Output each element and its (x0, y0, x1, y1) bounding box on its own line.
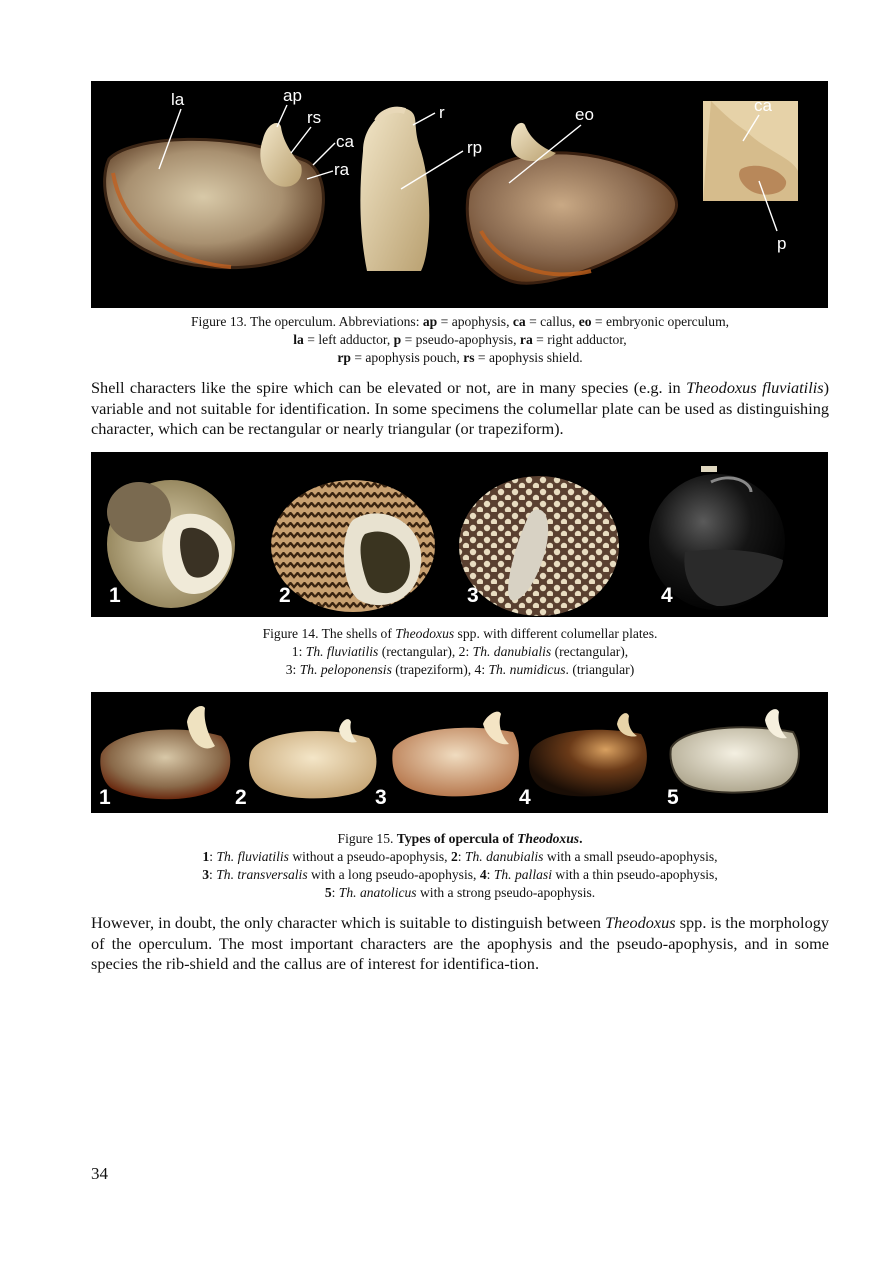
abbr-ra: ra (519, 332, 533, 347)
caption-text: = apophysis, (437, 314, 513, 329)
figure-13-caption (92, 313, 828, 367)
figure-15-image (91, 692, 828, 813)
operculum-type-5 (671, 709, 799, 792)
paragraph-text: ) variable and not suitable for identification. In some specimens the columellar plate can be used as distinguishing character, which can be rectangular or nearly triangular (or trapeziform). (91, 378, 829, 438)
species-name: Th. fluviatilis (216, 849, 289, 864)
caption-text: = apophysis shield. (474, 350, 583, 365)
item-number: 1 (202, 849, 210, 864)
operculum-number-1: 1 (99, 786, 111, 809)
caption-text: without a pseudo-apophysis, (288, 849, 451, 864)
figure-15-caption: Figure 15. Types of opercula of Theodoxus. 1: Th. fluviatilis without a pseudo-apophysis, 2: Th. danubialis with a small pseudo-apophysis, 3: Th. transversalis with a long pseudo-apophysis, 4: Th. pallasi with a thin pseudo-apophysis, 5: Th. anatolicus with a strong pseudo-apophysis. (202, 831, 718, 900)
caption-title: Types of opercula of (396, 831, 518, 846)
item-number: 5 (324, 885, 332, 900)
abbr-eo: eo (578, 314, 592, 329)
caption-text: = embryonic operculum, (591, 314, 730, 329)
caption-text: 3: (285, 662, 300, 677)
genus-name: Theodoxus (605, 913, 676, 932)
species-name: Th. numidicus (488, 662, 566, 677)
label-rs: rs (307, 108, 322, 127)
operculum-number-2: 2 (235, 786, 247, 809)
figure-14-image (91, 452, 828, 617)
caption-text: with a strong pseudo-apophysis. (416, 885, 596, 900)
caption-text: = left adductor, (303, 332, 394, 347)
caption-text: = right adductor, (532, 332, 627, 347)
species-name: Th. danubialis (472, 644, 552, 659)
label-rp: rp (467, 138, 483, 157)
label-ca-2: ca (754, 96, 772, 115)
caption-text: = apophysis pouch, (350, 350, 464, 365)
caption-text: spp. with different columellar plates. (454, 626, 658, 641)
species-name: Th. anatolicus (338, 885, 417, 900)
abbr-ap: ap (422, 314, 438, 329)
caption-text: Figure 13. The operculum. Abbreviations: (190, 314, 423, 329)
paragraph-text: However, in doubt, the only character which is suitable to distinguish between (91, 913, 606, 932)
label-ap: ap (283, 86, 302, 105)
abbr-la: la (293, 332, 304, 347)
page-number: 34 (91, 1164, 108, 1183)
label-la: la (171, 90, 185, 109)
operculum-number-3: 3 (375, 786, 387, 809)
operculum-specimen-2 (360, 108, 429, 271)
shell-specimen-2 (271, 480, 435, 612)
caption-text: . (579, 831, 583, 846)
paragraph-text: Shell characters like the spire which can be elevated or not, are in many species (e.g. in (91, 378, 687, 397)
operculum-number-5: 5 (667, 786, 679, 809)
caption-text: with a thin pseudo-apophysis, (551, 867, 718, 882)
abbr-rp: rp (337, 350, 351, 365)
species-name: Theodoxus fluviatilis (686, 378, 824, 397)
operculum-type-3 (392, 712, 519, 797)
shell-specimen-3 (459, 476, 619, 616)
species-name: Th. transversalis (216, 867, 308, 882)
figure-14-caption (92, 625, 828, 679)
operculum-specimen-3 (467, 123, 676, 283)
item-number: 4 (479, 867, 487, 882)
shell-specimen-1 (107, 480, 235, 608)
species-name: Th. pallasi (493, 867, 552, 882)
genus-name: Theodoxus (395, 626, 455, 641)
operculum-type-4 (529, 713, 647, 796)
shell-number-3: 3 (467, 584, 479, 607)
paragraph-1 (91, 378, 829, 440)
item-number: 3 (202, 867, 210, 882)
operculum-specimen-1 (105, 123, 324, 268)
shell-number-1: 1 (109, 584, 121, 607)
operculum-specimen-4 (703, 101, 798, 201)
paragraph-text: spp. is the morphology of the operculum. The most important characters are the apophysis and the pseudo-apophysis, and in some species the rib-shield and the callus are of interest for identifica-tion. (91, 913, 829, 973)
caption-text: (trapeziform), 4: (391, 662, 489, 677)
operculum-number-4: 4 (519, 786, 531, 809)
label-eo: eo (575, 105, 594, 124)
operculum-type-2 (249, 719, 376, 798)
caption-text: Figure 15. (337, 831, 397, 846)
caption-text: 1: (291, 644, 306, 659)
item-number: 2 (450, 849, 458, 864)
figure-13-image (91, 81, 828, 308)
caption-text: = callus, (525, 314, 579, 329)
caption-text: Figure 14. The shells of (262, 626, 396, 641)
caption-text: (rectangular), 2: (378, 644, 473, 659)
caption-text: with a long pseudo-apophysis, (307, 867, 480, 882)
label-p: p (777, 234, 787, 253)
caption-text: = pseudo-apophysis, (401, 332, 520, 347)
genus-name: Theodoxus (517, 831, 580, 846)
caption-text: with a small pseudo-apophysis, (543, 849, 718, 864)
species-name: Th. peloponensis (299, 662, 392, 677)
shell-number-4: 4 (661, 584, 673, 607)
abbr-ca: ca (512, 314, 526, 329)
paragraph-2 (91, 913, 829, 975)
label-ca: ca (336, 132, 354, 151)
caption-text: . (triangular) (565, 662, 635, 677)
caption-text: (rectangular), (551, 644, 629, 659)
label-r: r (439, 103, 445, 122)
species-name: Th. fluviatilis (305, 644, 379, 659)
operculum-type-1 (100, 706, 230, 799)
abbr-rs: rs (463, 350, 475, 365)
abbr-p: p (393, 332, 402, 347)
label-ra: ra (334, 160, 350, 179)
shell-number-2: 2 (279, 584, 291, 607)
species-name: Th. danubialis (464, 849, 544, 864)
